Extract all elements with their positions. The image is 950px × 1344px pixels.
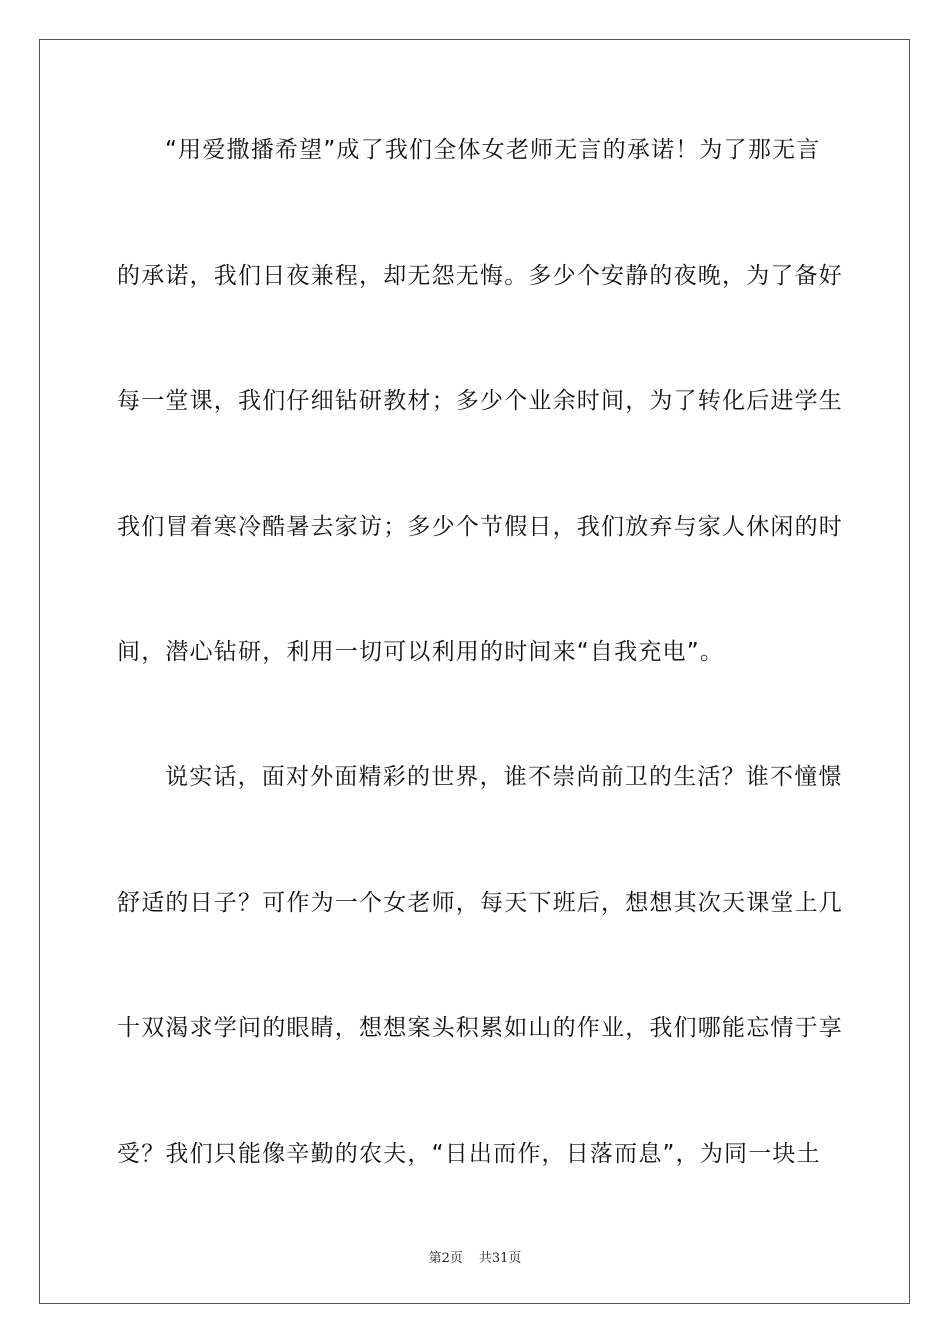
paragraph-1-line-2: 的承诺，我们日夜兼程，却无怨无悔。多少个安静的夜晚，为了备好	[117, 263, 843, 289]
page-footer	[0, 1247, 950, 1266]
paragraph-2-line-1: 说实话，面对外面精彩的世界，谁不崇尚前卫的生活？谁不憧憬	[165, 764, 843, 790]
paragraph-1-line-4: 我们冒着寒冷酷暑去家访；多少个节假日，我们放弃与家人休闲的时	[117, 514, 843, 540]
paragraph-1-line-5: 间，潜心钻研，利用一切可以利用的时间来“自我充电”。	[117, 639, 725, 665]
paragraph-1-line-3: 每一堂课，我们仔细钻研教材；多少个业余时间，为了转化后进学生	[117, 388, 843, 414]
paragraph-1-line-1: “用爱撒播希望”成了我们全体女老师无言的承诺！为了那无言	[165, 137, 821, 163]
current-page-number: 第2页	[428, 1251, 463, 1266]
paragraph-2-line-4: 受？我们只能像辛勤的农夫，“日出而作，日落而息”，为同一块土	[117, 1141, 821, 1167]
page-border	[39, 39, 910, 1304]
paragraph-2-line-2: 舒适的日子？可作为一个女老师，每天下班后，想想其次天课堂上几	[117, 890, 843, 916]
paragraph-2-line-3: 十双渴求学问的眼睛，想想案头积累如山的作业，我们哪能忘情于享	[117, 1015, 843, 1041]
total-page-count: 共31页	[478, 1251, 522, 1266]
